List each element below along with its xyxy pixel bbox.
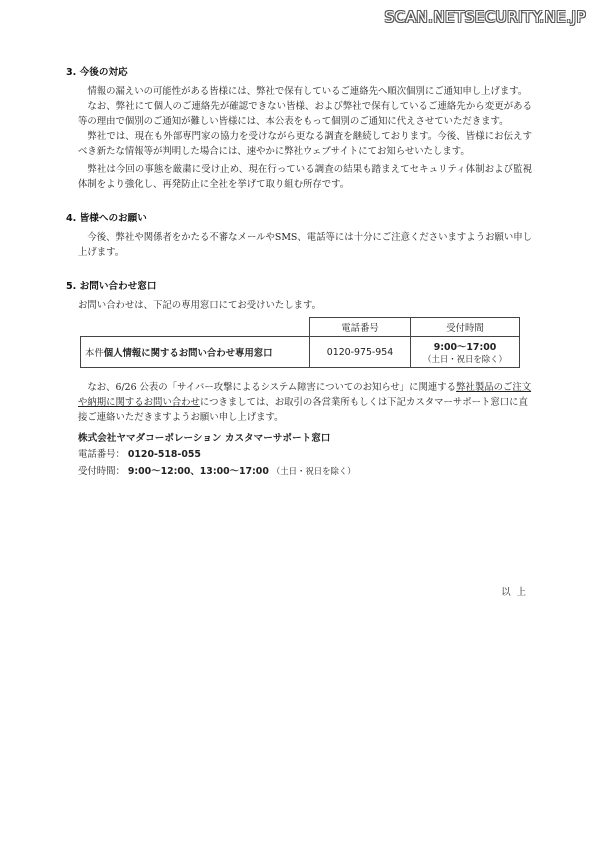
section-5-intro: お問い合わせは、下記の専用窓口にてお受けいたします。 [78, 300, 322, 311]
table-header-phone: 電話番号 [310, 318, 411, 337]
support-company: 株式会社ヤマダコーポレーション カスタマーサポート窓口 [78, 433, 331, 444]
table-hours-note: （土日・祝日を除く） [423, 354, 507, 364]
section-3-paragraph: 弊社は今回の事態を厳粛に受け止め、現在行っている調査の結果も踏まえてセキュリティ体制および監視体制をより強化し、再発防止に全社を挙げて取り組む所存です。 [78, 164, 532, 190]
section-4 [66, 210, 532, 260]
section-3-paragraph: 情報の漏えいの可能性がある皆様には、弊社で保有しているご連絡先へ順次個別にご通知申し上げます。 [87, 86, 528, 97]
support-hours-value: 9:00〜12:00、13:00〜17:00 [127, 466, 269, 477]
section-3-paragraph: 弊社では、現在も外部専門家の協力を受けながら更なる調査を継続しております。今後、皆様にお伝えすべき新たな情報等が判明した場合には、速やかに弊社ウェブサイトにてお知らせいたします。 [78, 131, 532, 157]
closing-text: 以上 [501, 587, 532, 598]
section-3 [66, 64, 532, 192]
note-after: につきましては、お取引の各営業所もしくは下記カスタマーサポート窓口に直接ご連絡いただきますようお願い申し上げます。 [78, 397, 528, 423]
section-5 [66, 278, 532, 480]
support-hours-note: （土日・祝日を除く） [271, 466, 356, 476]
note-before: なお、6/26 公表の「サイバー攻撃によるシステム障害についてのお知らせ」に関連する [87, 382, 457, 393]
table-header-hours: 受付時間 [411, 318, 520, 337]
table-phone: 0120-975-954 [310, 337, 411, 368]
table-hours: 9:00〜17:00 [433, 342, 497, 353]
support-phone-value: 0120-518-055 [127, 449, 201, 460]
section-4-paragraph: 今後、弊社や関係者をかたる不審なメールやSMS、電話等には十分にご注意くださいますようお願い申し上げます。 [78, 232, 532, 258]
watermark: SCAN.NETSECURITY.NE.JP [384, 8, 586, 26]
contact-table [80, 317, 520, 368]
table-label-prefix: 本件 [85, 348, 104, 359]
note-underlined: 弊社製品のご注文や納期に関するお問い合わせ [78, 382, 532, 408]
table-label-bold: 個人情報に関するお問い合わせ専用窓口 [103, 348, 273, 359]
section-5-heading: 5. お問い合わせ窓口 [66, 281, 157, 292]
support-phone-row [78, 447, 532, 463]
table-hours-cell [411, 337, 520, 368]
table-corner [81, 318, 310, 337]
support-phone-label: 電話番号： [78, 449, 125, 460]
document-page [66, 64, 532, 494]
support-hours-row [78, 463, 532, 480]
table-row-label [81, 337, 310, 368]
section-3-heading: 3. 今後の対応 [66, 67, 128, 78]
section-4-heading: 4. 皆様へのお願い [66, 213, 147, 224]
support-hours-label: 受付時間： [78, 466, 125, 477]
inquiry-note [78, 380, 532, 425]
section-3-paragraph: なお、弊社にて個人のご連絡先が確認できない皆様、および弊社で保有しているご連絡先から変更がある等の理由で個別のご通知が難しい皆様には、本公表をもって個別のご通知に代えさせていただきます。 [78, 101, 532, 127]
